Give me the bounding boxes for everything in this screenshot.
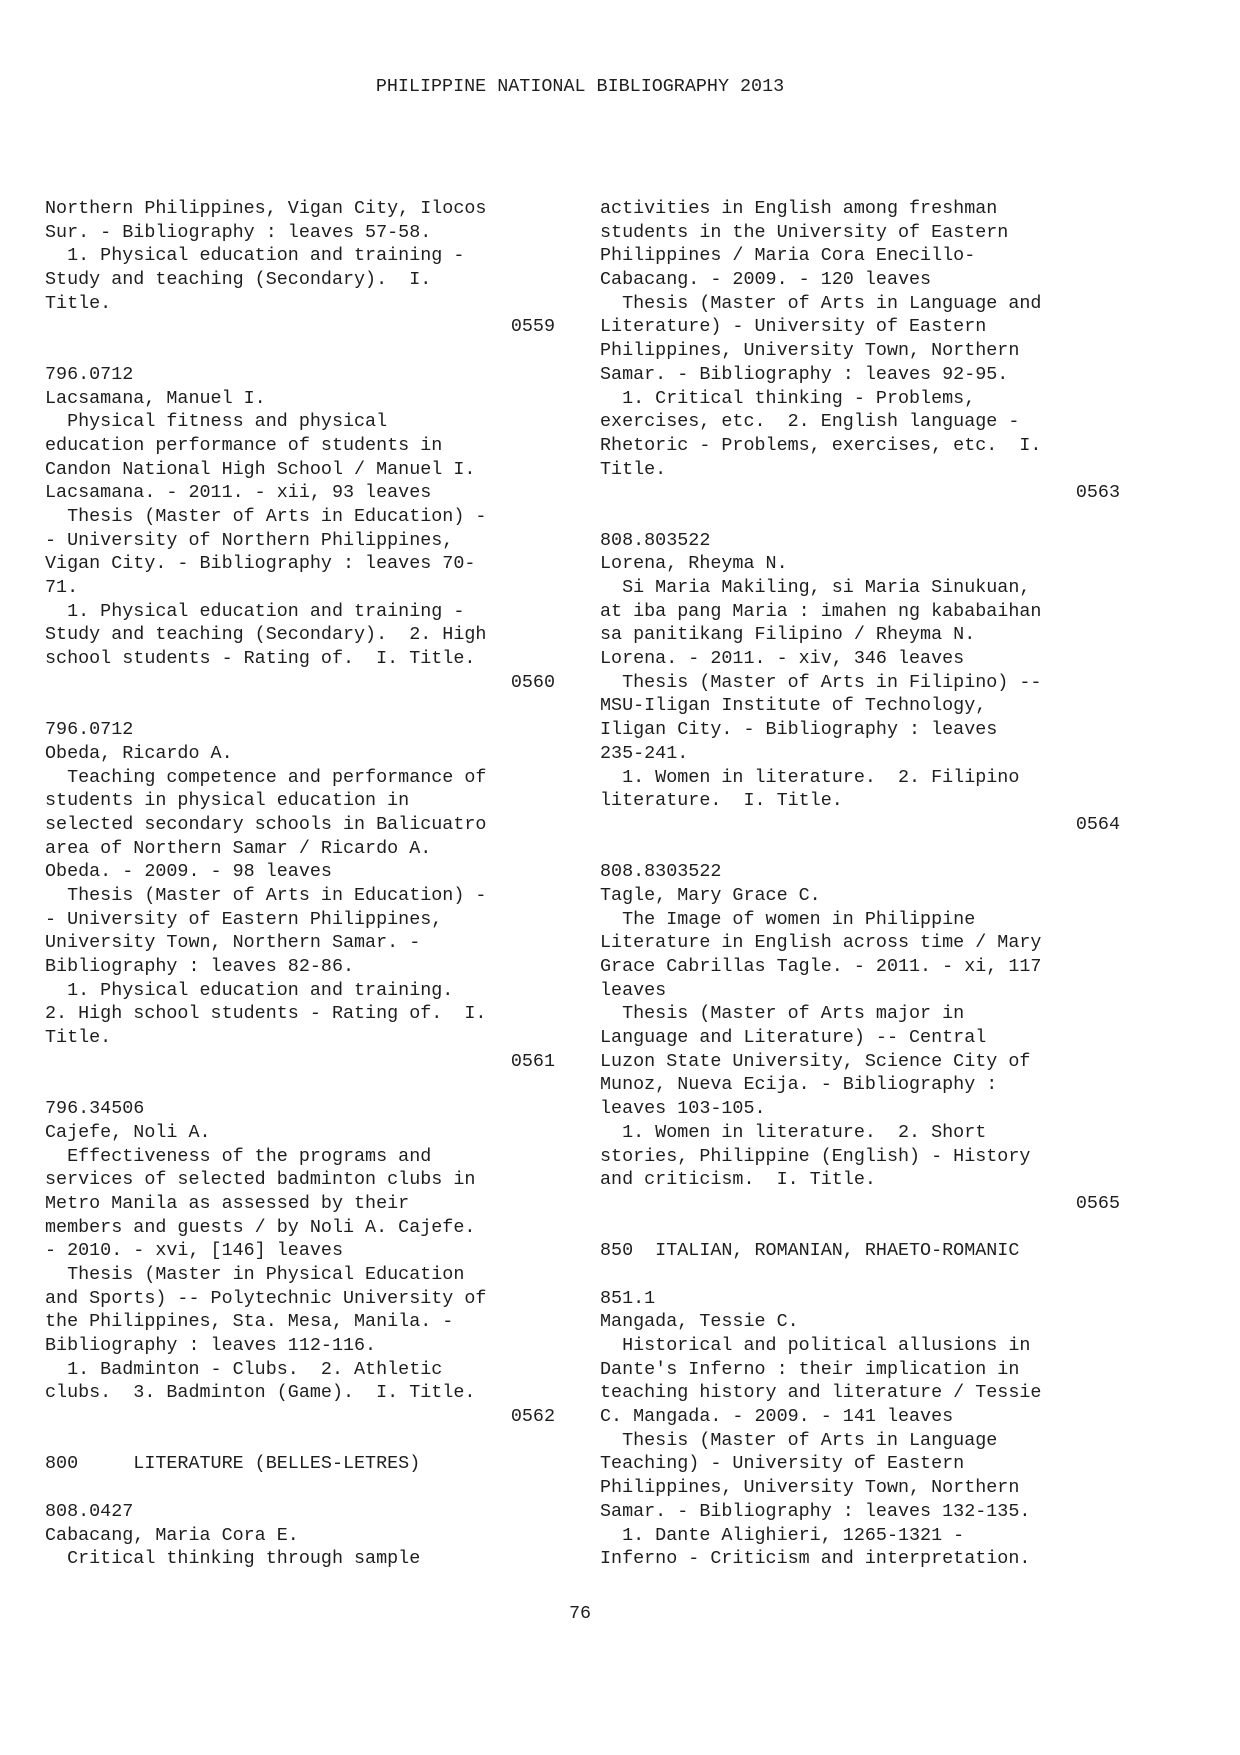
text-line: Vigan City. - Bibliography : leaves 70- — [45, 553, 476, 575]
entry-number: 0565 — [1075, 1192, 1120, 1214]
text-line: Sur. - Bibliography : leaves 57-58. — [45, 221, 432, 243]
text-line: leaves — [600, 979, 667, 1001]
text-line: 1. Badminton - Clubs. 2. Athletic — [45, 1358, 443, 1380]
text-line — [45, 1073, 555, 1097]
text-line: Cabacang. - 2009. - 120 leaves — [600, 269, 932, 291]
text-line: 808.803522 — [600, 529, 711, 551]
text-line: Si Maria Makiling, si Maria Sinukuan, — [600, 577, 1031, 598]
text-line: and criticism. I. Title. — [600, 1169, 876, 1191]
text-line: 1. Physical education and training. — [45, 979, 454, 1001]
text-line — [45, 694, 555, 718]
text-line — [45, 339, 555, 363]
text-line: students in physical education in — [45, 790, 410, 812]
text-line: Teaching) - University of Eastern — [600, 1453, 965, 1475]
text-line: literature. I. Title. — [600, 790, 843, 812]
text-line: Cabacang, Maria Cora E. — [45, 1524, 299, 1546]
text-line: Bibliography : leaves 82-86. — [45, 956, 355, 977]
left-column — [45, 197, 555, 1571]
text-line: Thesis (Master of Arts major in — [600, 1003, 965, 1025]
text-line: 235-241. — [600, 742, 689, 764]
text-line: Lacsamana, Manuel I. — [45, 387, 266, 409]
text-line: 1. Physical education and training - — [45, 600, 465, 622]
text-line: services of selected badminton clubs in — [45, 1169, 476, 1191]
text-line: stories, Philippine (English) - History — [600, 1145, 1031, 1167]
text-line: Inferno - Criticism and interpretation. — [600, 1548, 1031, 1570]
text-line: Cajefe, Noli A. — [45, 1121, 211, 1143]
text-line: Philippines, University Town, Northern — [600, 340, 1020, 362]
text-line: and Sports) -- Polytechnic University of — [45, 1287, 487, 1309]
text-line: Bibliography : leaves 112-116. — [45, 1335, 377, 1356]
text-line: selected secondary schools in Balicuatro — [45, 813, 487, 835]
text-line: Obeda. - 2009. - 98 leaves — [45, 861, 332, 883]
text-line: Thesis (Master of Arts in Filipino) -- — [600, 671, 1042, 693]
text-line: 2. High school students - Rating of. I. — [45, 1003, 487, 1025]
text-line — [45, 1429, 555, 1453]
text-line: Samar. - Bibliography : leaves 92-95. — [600, 363, 1009, 385]
text-line: members and guests / by Noli A. Cajefe. — [45, 1216, 476, 1238]
text-line: 808.0427 — [45, 1500, 134, 1522]
text-line — [600, 1216, 1120, 1240]
text-line: 800 LITERATURE (BELLES-LETRES) — [45, 1453, 421, 1475]
text-line: 1. Physical education and training - — [45, 245, 465, 267]
text-line: Lorena. - 2011. - xiv, 346 leaves — [600, 648, 965, 670]
text-line: clubs. 3. Badminton (Game). I. Title. — [45, 1382, 476, 1404]
text-line: 1. Dante Alighieri, 1265-1321 - — [600, 1524, 965, 1546]
text-line: Lacsamana. - 2011. - xii, 93 leaves — [45, 482, 432, 504]
text-line: Iligan City. - Bibliography : leaves — [600, 719, 998, 741]
text-line: Literature in English across time / Mary — [600, 932, 1042, 954]
text-line: 808.8303522 — [600, 861, 722, 883]
text-line: - University of Eastern Philippines, — [45, 908, 443, 930]
text-line: Metro Manila as assessed by their — [45, 1192, 410, 1214]
text-line: 796.34506 — [45, 1098, 145, 1120]
entry-number: 0564 — [1075, 813, 1120, 835]
text-line: area of Northern Samar / Ricardo A. — [45, 837, 432, 859]
text-line: activities in English among freshman — [600, 198, 998, 219]
text-line: Teaching competence and performance of — [45, 766, 487, 788]
text-line: MSU-Iligan Institute of Technology, — [600, 695, 987, 717]
text-line: Title. — [600, 458, 667, 480]
text-line: Candon National High School / Manuel I. — [45, 458, 476, 480]
text-line: Rhetoric - Problems, exercises, etc. I. — [600, 434, 1042, 456]
text-line: Effectiveness of the programs and — [45, 1145, 432, 1167]
text-line: Title. — [45, 292, 112, 314]
text-line: Northern Philippines, Vigan City, Ilocos — [45, 198, 487, 219]
text-line: Tagle, Mary Grace C. — [600, 884, 821, 906]
text-line: Dante's Inferno : their implication in — [600, 1358, 1020, 1380]
text-line: teaching history and literature / Tessie — [600, 1382, 1042, 1404]
text-line: Critical thinking through sample — [45, 1548, 421, 1570]
page-number: 76 — [568, 1603, 592, 1624]
text-line: Study and teaching (Secondary). 2. High — [45, 624, 487, 646]
text-line: Historical and political allusions in — [600, 1335, 1031, 1356]
text-line: The Image of women in Philippine — [600, 908, 976, 930]
text-line: Samar. - Bibliography : leaves 132-135. — [600, 1500, 1031, 1522]
entry-number: 0561 — [510, 1050, 555, 1072]
entry-number: 0559 — [510, 316, 555, 338]
text-line — [45, 1476, 555, 1500]
text-line: the Philippines, Sta. Mesa, Manila. - — [45, 1311, 454, 1333]
text-line: Language and Literature) -- Central — [600, 1027, 987, 1049]
text-line: Philippines / Maria Cora Enecillo- — [600, 245, 976, 267]
text-line: leaves 103-105. — [600, 1098, 766, 1120]
text-line: Thesis (Master of Arts in Language — [600, 1429, 998, 1451]
text-line: Mangada, Tessie C. — [600, 1311, 799, 1333]
text-line: 1. Women in literature. 2. Short — [600, 1121, 987, 1143]
text-line: Luzon State University, Science City of — [600, 1050, 1031, 1072]
text-line: Thesis (Master of Arts in Education) - — [45, 884, 487, 906]
text-line: education performance of students in — [45, 434, 443, 456]
entry-number: 0563 — [1075, 482, 1120, 504]
text-line: Literature) - University of Eastern — [600, 316, 987, 338]
text-line: at iba pang Maria : imahen ng kababaihan — [600, 600, 1042, 622]
text-line: Study and teaching (Secondary). I. — [45, 269, 432, 291]
text-line: Thesis (Master in Physical Education — [45, 1263, 465, 1285]
text-line: Lorena, Rheyma N. — [600, 553, 788, 575]
text-line — [600, 837, 1120, 861]
text-line: Thesis (Master of Arts in Education) - — [45, 505, 487, 527]
text-line — [600, 505, 1120, 529]
right-column — [600, 197, 1120, 1571]
text-line: Philippines, University Town, Northern — [600, 1477, 1020, 1499]
entry-number: 0562 — [510, 1406, 555, 1428]
text-line: 1. Critical thinking - Problems, — [600, 387, 976, 409]
text-line: 850 ITALIAN, ROMANIAN, RHAETO-ROMANIC — [600, 1240, 1020, 1262]
text-line: - 2010. - xvi, [146] leaves — [45, 1240, 343, 1262]
text-line: Obeda, Ricardo A. — [45, 742, 233, 764]
text-line — [600, 1263, 1120, 1287]
text-line: Munoz, Nueva Ecija. - Bibliography : — [600, 1074, 998, 1096]
text-line: 796.0712 — [45, 363, 134, 385]
text-line: Title. — [45, 1027, 112, 1049]
text-line: Grace Cabrillas Tagle. - 2011. - xi, 117 — [600, 956, 1042, 977]
text-line: exercises, etc. 2. English language - — [600, 411, 1020, 433]
text-line: Physical fitness and physical — [45, 411, 388, 433]
text-line: University Town, Northern Samar. - — [45, 932, 421, 954]
text-line: 1. Women in literature. 2. Filipino — [600, 766, 1020, 788]
text-line: - University of Northern Philippines, — [45, 529, 454, 551]
text-line: 796.0712 — [45, 719, 134, 741]
text-line: Thesis (Master of Arts in Language and — [600, 292, 1042, 314]
text-line: 851.1 — [600, 1287, 656, 1309]
text-line: sa panitikang Filipino / Rheyma N. — [600, 624, 976, 646]
text-line: C. Mangada. - 2009. - 141 leaves — [600, 1406, 954, 1428]
text-line: school students - Rating of. I. Title. — [45, 648, 476, 670]
text-line: students in the University of Eastern — [600, 221, 1009, 243]
page-header-title: PHILIPPINE NATIONAL BIBLIOGRAPHY 2013 — [375, 76, 785, 97]
text-line: 71. — [45, 577, 79, 598]
entry-number: 0560 — [510, 671, 555, 693]
